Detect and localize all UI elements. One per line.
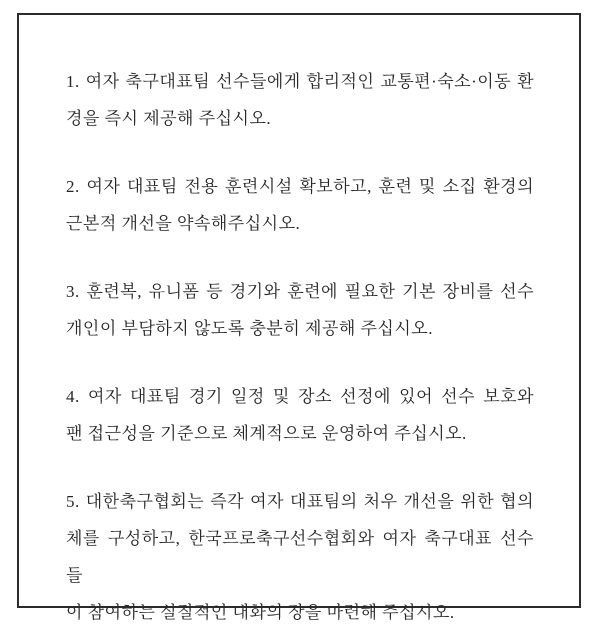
demand-item-2 bbox=[66, 168, 534, 242]
demand-item-1 bbox=[66, 63, 534, 137]
demand-item-3 bbox=[66, 273, 534, 347]
text-line: 이 참여하는 실질적인 대화의 장을 마련해 주십시오. bbox=[66, 603, 455, 622]
document-body bbox=[19, 15, 579, 631]
document-border bbox=[17, 13, 581, 622]
text-line: 근본적 개선을 약속해주십시오. bbox=[66, 214, 301, 233]
text-line: 3. 훈련복, 유니폼 등 경기와 훈련에 필요한 기본 장비를 선수 bbox=[66, 282, 534, 301]
text-line: 5. 대한축구협회는 즉각 여자 대표팀의 처우 개선을 위한 협의 bbox=[66, 492, 534, 511]
text-line: 개인이 부담하지 않도록 충분히 제공해 주십시오. bbox=[66, 319, 433, 338]
text-line: 팬 접근성을 기준으로 체계적으로 운영하여 주십시오. bbox=[66, 424, 467, 443]
text-line: 경을 즉시 제공해 주십시오. bbox=[66, 109, 272, 128]
text-line: 1. 여자 축구대표팀 선수들에게 합리적인 교통편·숙소·이동 환 bbox=[66, 72, 534, 91]
demand-item-4 bbox=[66, 378, 534, 452]
text-line: 체를 구성하고, 한국프로축구선수협회와 여자 축구대표 선수들 bbox=[66, 529, 534, 585]
text-line: 4. 여자 대표팀 경기 일정 및 장소 선정에 있어 선수 보호와 bbox=[66, 387, 534, 406]
demand-item-5 bbox=[66, 483, 534, 631]
text-line: 2. 여자 대표팀 전용 훈련시설 확보하고, 훈련 및 소집 환경의 bbox=[66, 177, 534, 196]
